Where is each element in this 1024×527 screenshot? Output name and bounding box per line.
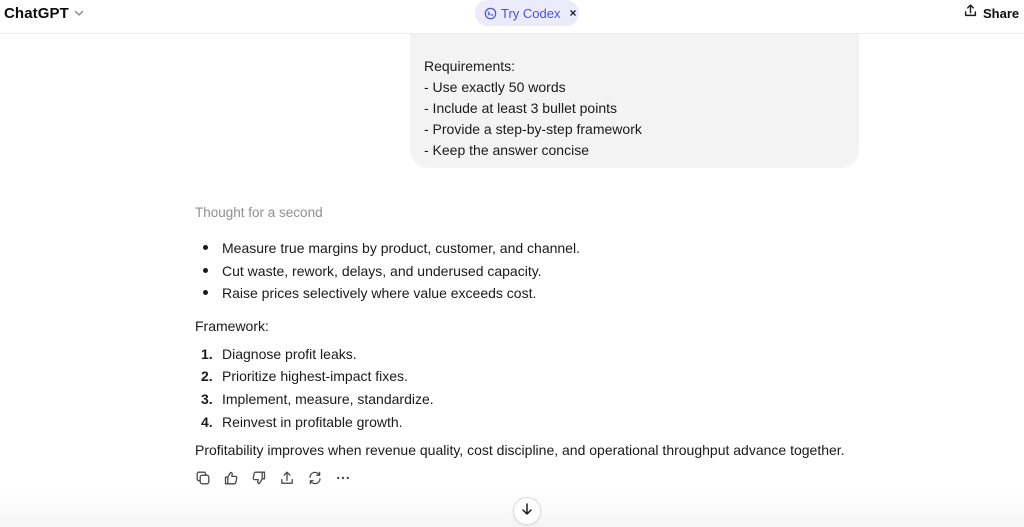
close-icon[interactable]: × bbox=[569, 6, 577, 20]
try-codex-label: Try Codex bbox=[501, 5, 561, 21]
list-item bbox=[195, 412, 855, 435]
bullet-dot bbox=[203, 268, 208, 273]
scroll-to-bottom-button[interactable] bbox=[513, 497, 541, 525]
bullet-dot bbox=[203, 290, 208, 295]
user-message-line: - Include at least 3 bullet points bbox=[424, 100, 618, 116]
bullet-text: Measure true margins by product, customer, and channel. bbox=[222, 240, 580, 256]
thumbs-down-icon[interactable] bbox=[249, 469, 268, 488]
copy-icon[interactable] bbox=[193, 469, 212, 488]
try-codex-pill[interactable] bbox=[475, 0, 579, 26]
assistant-message bbox=[195, 238, 855, 460]
user-message-line: Requirements: bbox=[424, 58, 516, 74]
share-icon[interactable] bbox=[277, 469, 296, 488]
bullet-text: Cut waste, rework, delays, and underused capacity. bbox=[222, 262, 542, 279]
regenerate-icon[interactable] bbox=[305, 469, 324, 488]
list-item bbox=[195, 389, 855, 412]
user-message-bubble bbox=[410, 34, 859, 168]
bullet-list bbox=[195, 238, 855, 306]
step-number: 1. bbox=[201, 345, 213, 362]
framework-label: Framework: bbox=[195, 317, 269, 334]
bullet-text: Raise prices selectively where value exceeds cost. bbox=[222, 285, 537, 302]
step-text: Reinvest in profitable growth. bbox=[222, 413, 403, 430]
list-item bbox=[195, 283, 855, 306]
thumbs-up-icon[interactable] bbox=[221, 469, 240, 488]
list-item bbox=[195, 261, 855, 284]
step-number: 4. bbox=[201, 413, 213, 430]
arrow-down-icon bbox=[520, 502, 534, 521]
bullet-dot bbox=[203, 245, 208, 250]
composer-fade bbox=[0, 488, 1024, 527]
step-list bbox=[195, 344, 855, 434]
list-item bbox=[195, 344, 855, 367]
top-bar bbox=[0, 0, 1024, 34]
step-text: Prioritize highest-impact fixes. bbox=[222, 368, 408, 385]
chevron-down-icon bbox=[73, 7, 85, 19]
share-button[interactable] bbox=[963, 4, 1019, 22]
model-name: ChatGPT bbox=[4, 4, 69, 22]
list-item bbox=[195, 238, 855, 261]
step-text: Implement, measure, standardize. bbox=[222, 390, 434, 407]
user-message-line: - Keep the answer concise bbox=[424, 142, 589, 158]
summary-text: Profitability improves when revenue quality, cost discipline, and operational throughput advance together. bbox=[195, 442, 845, 459]
message-actions bbox=[193, 468, 352, 488]
more-icon[interactable] bbox=[333, 469, 352, 488]
user-message-line: - Provide a step-by-step framework bbox=[424, 121, 642, 137]
thought-indicator[interactable]: Thought for a second bbox=[195, 205, 323, 220]
share-label: Share bbox=[983, 5, 1020, 21]
step-text: Diagnose profit leaks. bbox=[222, 345, 357, 362]
upload-icon bbox=[963, 3, 978, 23]
step-number: 2. bbox=[201, 368, 213, 385]
model-selector[interactable] bbox=[4, 3, 85, 23]
codex-icon bbox=[484, 7, 497, 20]
user-message-line: - Use exactly 50 words bbox=[424, 79, 566, 95]
step-number: 3. bbox=[201, 390, 213, 407]
list-item bbox=[195, 366, 855, 389]
